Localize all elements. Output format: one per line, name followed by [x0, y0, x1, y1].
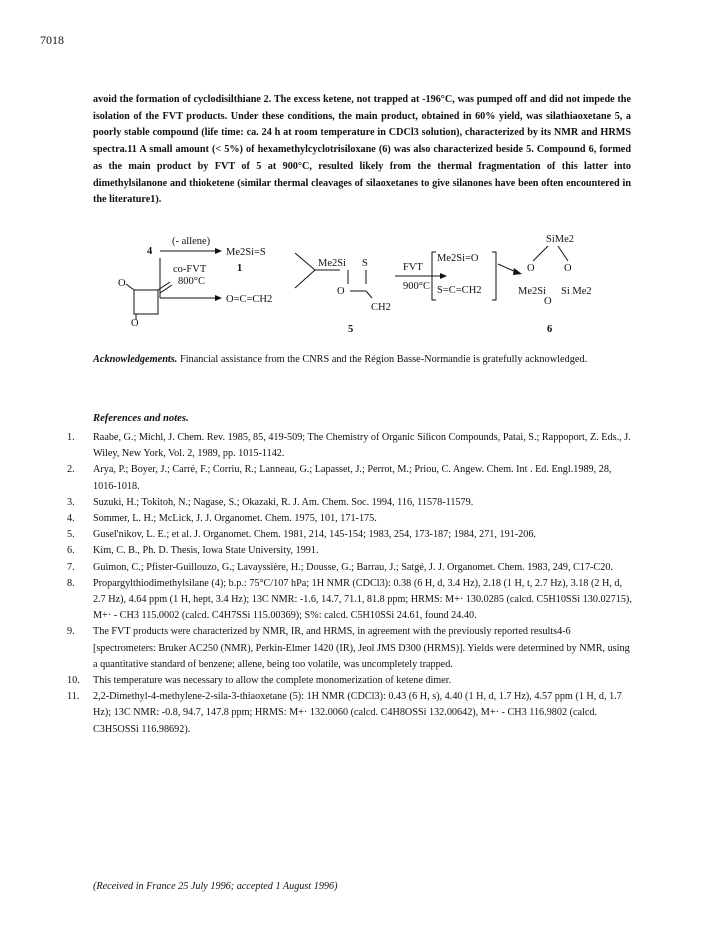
reference-number: 3. [67, 496, 75, 508]
reference-item [0, 689, 701, 738]
me2si-s-label: Me2Si=S [226, 247, 266, 258]
page-number: 7018 [40, 33, 64, 47]
reference-text: This temperature was necessary to allow the complete monomerization of ketene dimer. [93, 675, 452, 687]
sime2-right: Si Me2 [561, 286, 592, 297]
compound-5-number: 5 [348, 324, 354, 335]
reference-number: 6. [67, 545, 75, 557]
body-paragraph: avoid the formation of cyclodisilthiane 2. The excess ketene, not trapped at -196°C, was pumped off and did not impede the isolation of the FVT products. Under these conditions, the main product, obtained in 60% yield, was silathiaoxetane 5, a poorly stable compound (life time: ca. 24 h at room temperature in CDCl3 solution), characterized by its NMR and HRMS spectra.11 A small amount (< 5%) of hexamethylcyclotrisiloxane (6) was also characterized beside 5. Compound 6, formed as the main product by FVT of 5 at 900°C, resulted likely from the thermal fragmentation of this latter into dimethylsilanone and thioketene (similar thermal cleavages of silaoxetanes to give silanones have been often encountered in the literature1). [93, 94, 631, 206]
ring-s: S [362, 258, 368, 269]
reference-item [0, 511, 701, 527]
dimer-o-top: O [118, 278, 126, 289]
reference-text: The FVT products were characterized by NMR, IR, and HRMS, in agreement with the previously reported results4-6 [spectrometers: Bruker AC250 (NMR), Perkin-Elmer 1420 (IR), Jeol JMS D300 (HRMS)]. Yields were determined by NMR, using a quantitative standard of benzene; allene, being too volatile, was uncompletely trapped. [93, 626, 630, 670]
reference-text: Suzuki, H.; Tokitoh, N.; Nagase, S.; Okazaki, R. J. Am. Chem. Soc. 1994, 116, 11578-11579. [93, 496, 474, 508]
allene-label: (- allene) [172, 236, 211, 247]
reference-text: 2,2-Dimethyl-4-methylene-2-sila-3-thiaoxetane (5): 1H NMR (CDCl3): 0.43 (6 H, s), 4.40 (1 H, d, 1.7 Hz), 4.57 ppm (1 H, d, 1.7 Hz); 13C NMR: -0.8, 94.7, 147.8 ppm; HRMS: M+· 132.0060 (calcd. C4H8OSSi 132.00642), M+· - CH3 116.9802 (calcd. C3H5OSSi 116.98692). [93, 691, 622, 735]
temp2-label: 900°C [403, 281, 430, 292]
reference-item [0, 543, 701, 559]
reference-number: 10. [67, 675, 80, 687]
reference-number: 9. [67, 626, 75, 638]
acknowledgements-text: Financial assistance from the CNRS and the Région Basse-Normandie is gratefully acknowledged. [177, 354, 588, 365]
ring-me2si: Me2Si [318, 258, 347, 269]
reference-text: Sommer, L. H.; McLick, J. J. Organomet. Chem. 1975, 101, 171-175. [93, 513, 377, 525]
me2si-left: Me2Si [518, 286, 547, 297]
reference-item [0, 560, 701, 576]
reference-number: 1. [67, 432, 75, 443]
reference-number: 4. [67, 513, 75, 525]
reference-text: Propargylthiodimethylsilane (4); b.p.: 75°C/107 hPa; 1H NMR (CDCl3): 0.38 (6 H, d, 3.4 Hz), 2.18 (1 H, t, 2.7 Hz), 3.18 (2 H, d, 2.7 Hz), 4.64 ppm (1 H, hept, 3.4 Hz); 13C NMR: -1.6, 14.7, 71.1, 81.8 ppm; HRMS: M+· 130.0285 (calcd. C5H10SSi 130.02715), M+· - CH3 115.0002 (calcd. C4H7SSi 115.00369); S%: calcd. C5H10SSi 24.61, found 24.40. [93, 577, 632, 622]
ring6-o-right: O [564, 263, 572, 274]
cofvt-label: co-FVT [173, 264, 207, 275]
reference-item [0, 673, 701, 689]
reference-item [0, 576, 701, 625]
reference-text: Kim, C. B., Ph. D. Thesis, Iowa State University, 1991. [93, 545, 319, 557]
compound-1-number: 1 [237, 263, 243, 274]
references-title: References and notes. [93, 413, 189, 424]
ring-o: O [337, 286, 345, 297]
sime2-top: SiMe2 [546, 234, 575, 245]
reference-text: Gusel'nikov, L. E.; et al. J. Organomet. Chem. 1981, 214, 145-154; 1983, 254, 173-187; 1984, 271, 191-206. [93, 529, 536, 541]
reaction-scheme [100, 228, 620, 348]
acknowledgements [93, 352, 631, 369]
received-date: (Received in France 25 July 1996; accepted 1 August 1996) [93, 881, 338, 892]
references-list [0, 430, 701, 738]
ring6-o-bottom: O [544, 296, 552, 307]
reference-item [0, 527, 701, 543]
thioketene-label: S=C=CH2 [437, 285, 482, 296]
ring6-o-left: O [527, 263, 535, 274]
reference-number: 5. [67, 529, 75, 541]
compound-6-number: 6 [547, 324, 553, 335]
reference-number: 7. [67, 561, 75, 573]
reference-item [0, 462, 701, 494]
silanone-label: Me2Si=O [437, 253, 479, 264]
reference-number: 11. [67, 691, 80, 703]
acknowledgements-heading: Acknowledgements. [93, 354, 178, 365]
reference-text: Raabe, G.; Michl, J. Chem. Rev. 1985, 85, 419-509; The Chemistry of Organic Silicon Compounds, Patai, S.; Rappoport, Z. Eds., J. Wiley, New York, Vol. 2, 1989, pp. 1015-1142. [93, 432, 631, 460]
reactant-number: 4 [147, 246, 153, 257]
reference-number: 8. [67, 577, 75, 589]
reference-text: Arya, P.; Boyer, J.; Carré, F.; Corriu, R.; Lanneau, G.; Lapasset, J.; Perrot, M.; Priou, C. Angew. Chem. Int . Ed. Engl.1989, 28, 1016-1018. [93, 464, 612, 492]
fvt-label: FVT [403, 262, 423, 273]
ring-ch2: CH2 [371, 302, 391, 313]
dimer-o-bottom: O [131, 318, 139, 329]
reference-item [0, 495, 701, 511]
reference-item [0, 624, 701, 673]
reference-number: 2. [67, 464, 75, 476]
temp1-label: 800°C [178, 276, 205, 287]
ketene-label: O=C=CH2 [226, 294, 273, 305]
reference-text: Guimon, C.; Pfister-Guillouzo, G.; Lavayssière, H.; Dousse, G.; Barrau, J.; Satgé, J. J. Organomet. Chem. 1983, 249, C17-C20. [93, 561, 613, 573]
reference-item [0, 430, 701, 462]
